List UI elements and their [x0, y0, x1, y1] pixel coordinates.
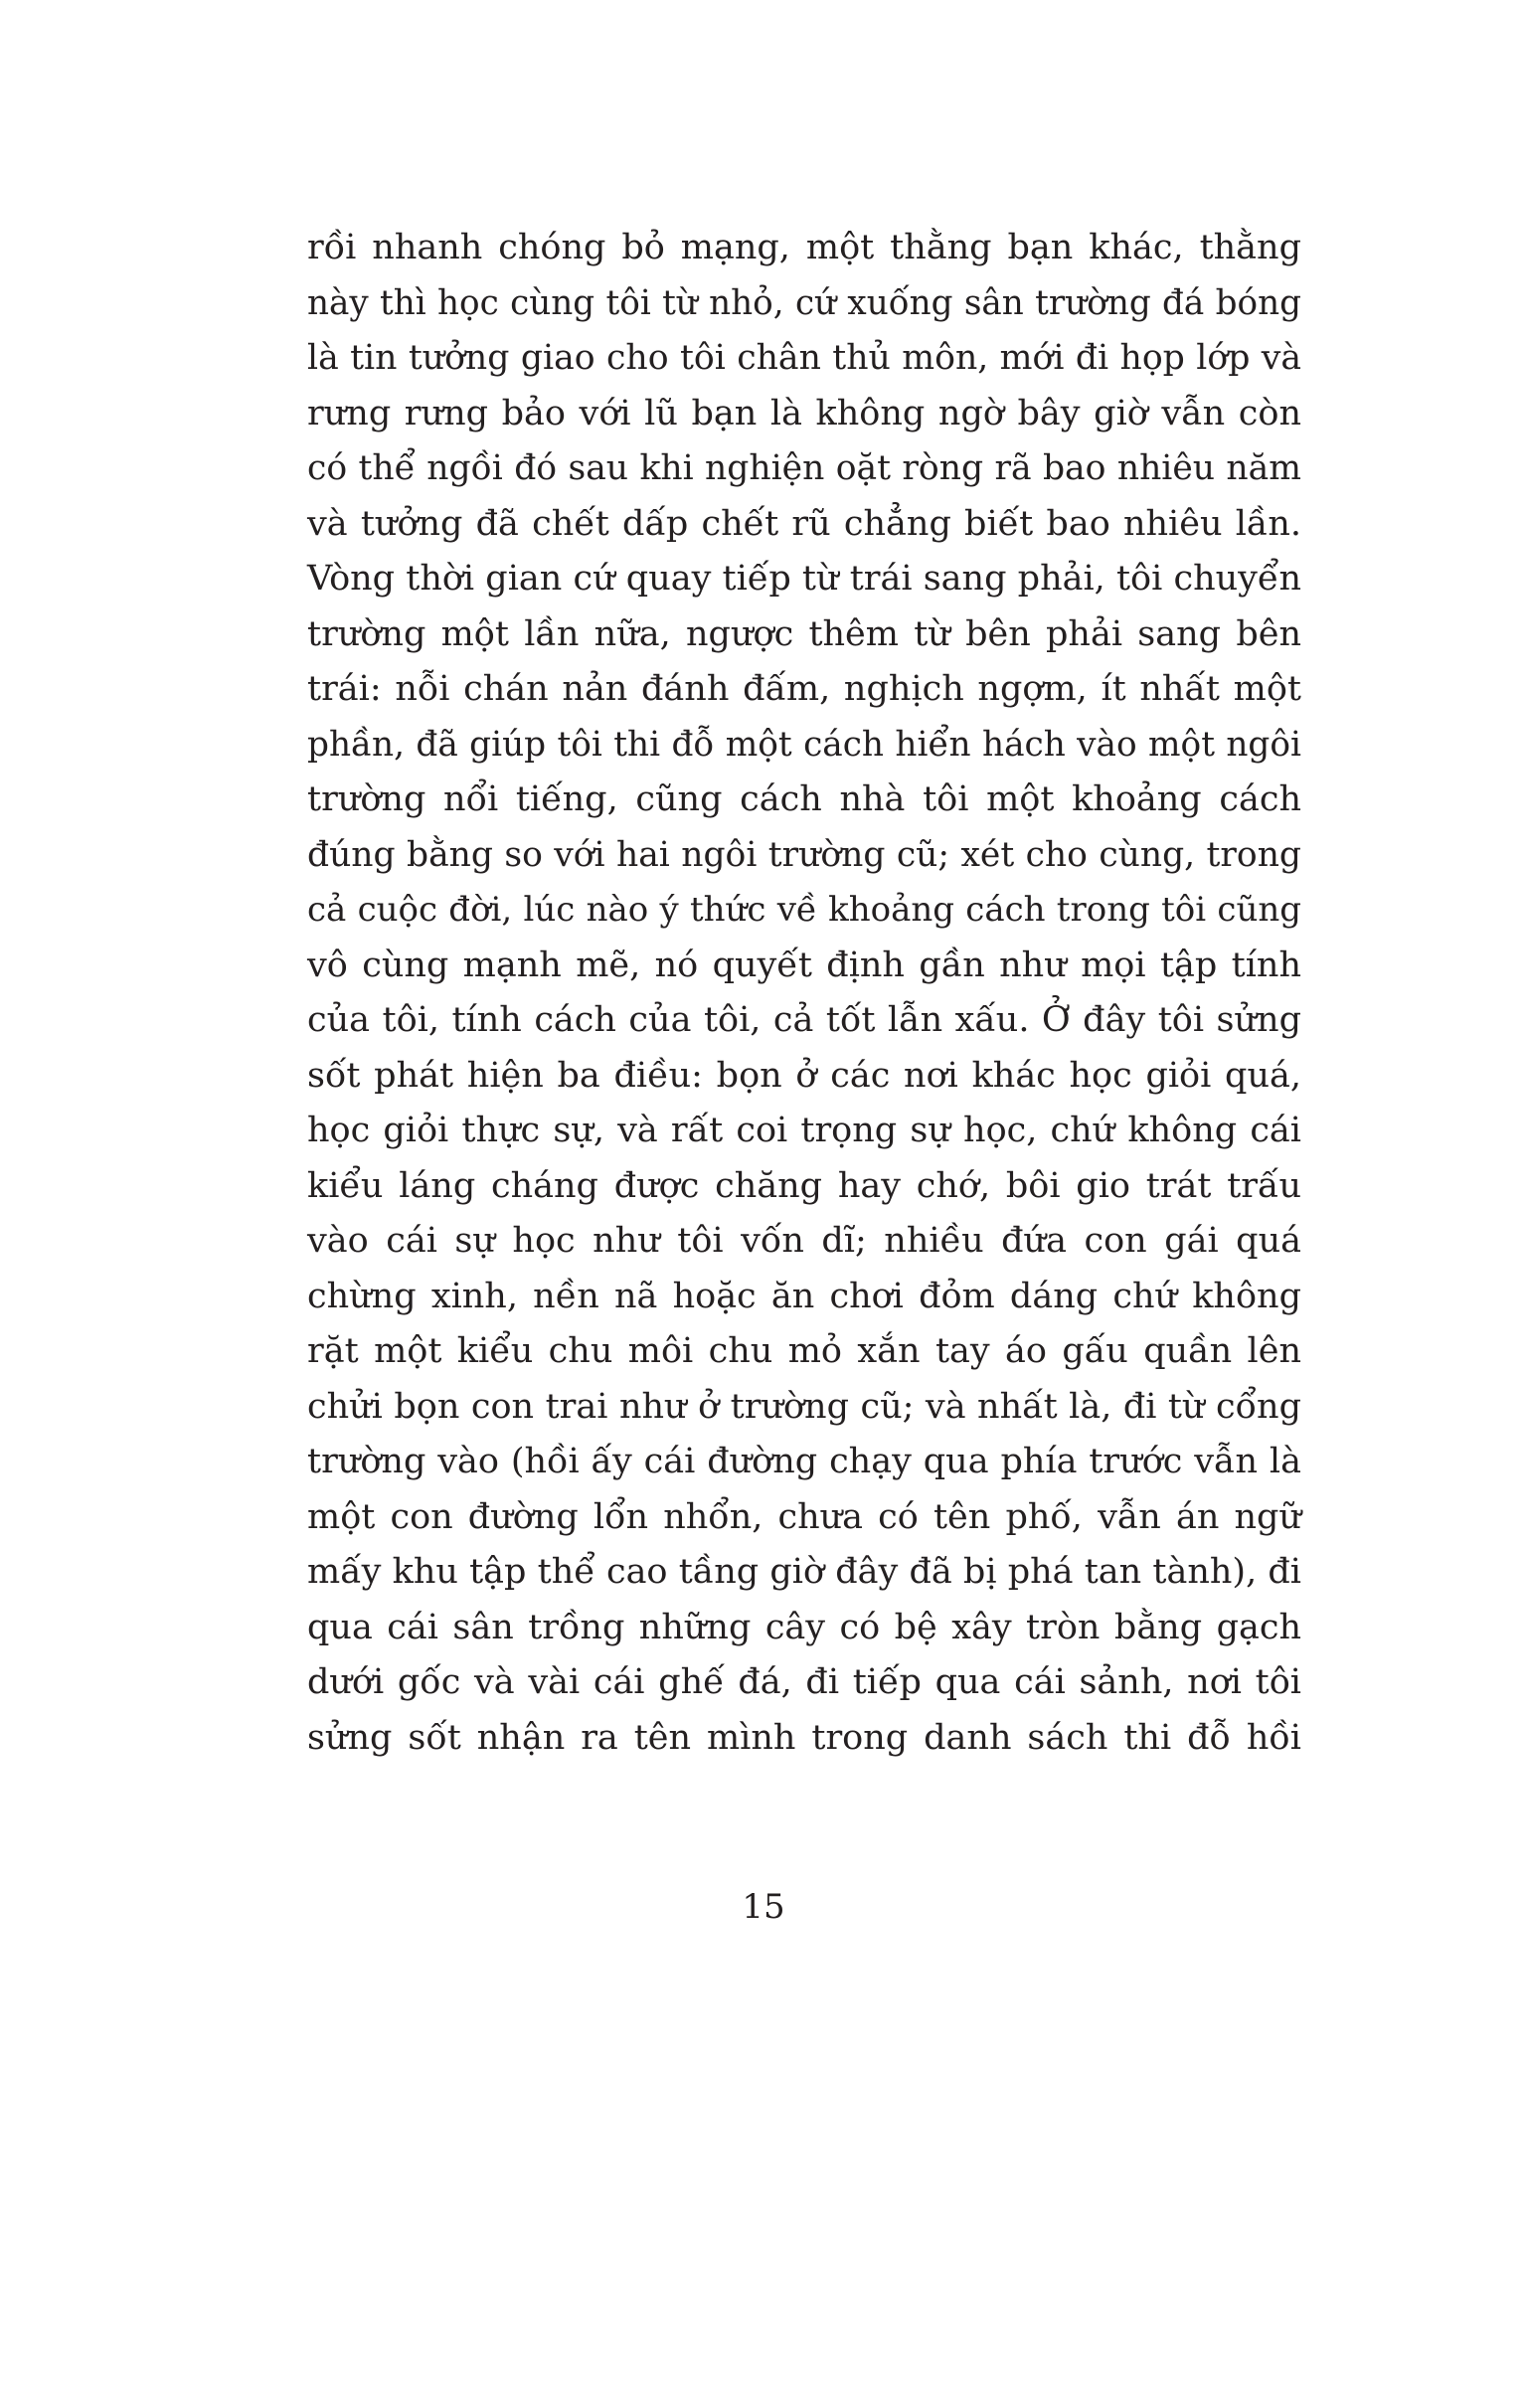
text-line: học giỏi thực sự, và rất coi trọng sự học, chứ không cái	[307, 1111, 1301, 1150]
page-number: 15	[742, 1887, 785, 1927]
text-line: vào cái sự học như tôi vốn dĩ; nhiều đứa con gái quá	[307, 1221, 1301, 1261]
text-line: chừng xinh, nền nã hoặc ăn chơi đỏm dáng chứ không	[307, 1276, 1301, 1316]
text-line: sốt phát hiện ba điều: bọn ở các nơi khác học giỏi quá,	[307, 1055, 1301, 1096]
text-line: rưng rưng bảo với lũ bạn là không ngờ bây giờ vẫn còn	[307, 393, 1301, 433]
text-line: trường vào (hồi ấy cái đường chạy qua phía trước vẫn là	[307, 1442, 1301, 1481]
text-line: này thì học cùng tôi từ nhỏ, cứ xuống sân trường đá bóng	[307, 282, 1301, 323]
text-line: là tin tưởng giao cho tôi chân thủ môn, mới đi họp lớp và	[307, 338, 1301, 378]
text-line: kiểu láng cháng được chăng hay chớ, bôi gio trát trấu	[307, 1165, 1301, 1206]
text-line: mấy khu tập thể cao tầng giờ đây đã bị phá tan tành), đi	[307, 1552, 1301, 1592]
text-line: rồi nhanh chóng bỏ mạng, một thằng bạn khác, thằng	[307, 228, 1301, 267]
text-line: một con đường lổn nhổn, chưa có tên phố, vẫn án ngữ	[307, 1496, 1301, 1537]
text-line: cả cuộc đời, lúc nào ý thức về khoảng cách trong tôi cũng	[307, 890, 1301, 930]
text-line: và tưởng đã chết dấp chết rũ chẳng biết bao nhiêu lần.	[307, 503, 1301, 544]
text-line: rặt một kiểu chu môi chu mỏ xắn tay áo gấu quần lên	[307, 1331, 1301, 1371]
body-text	[307, 221, 1301, 1766]
text-line: phần, đã giúp tôi thi đỗ một cách hiển hách vào một ngôi	[307, 724, 1301, 765]
text-line: chửi bọn con trai như ở trường cũ; và nhất là, đi từ cổng	[307, 1386, 1301, 1427]
text-line: trái: nỗi chán nản đánh đấm, nghịch ngợm, ít nhất một	[307, 669, 1301, 709]
text-line: dưới gốc và vài cái ghế đá, đi tiếp qua cái sảnh, nơi tôi	[307, 1662, 1301, 1702]
text-line: vô cùng mạnh mẽ, nó quyết định gần như mọi tập tính	[307, 945, 1301, 985]
text-line: Vòng thời gian cứ quay tiếp từ trái sang phải, tôi chuyển	[307, 559, 1301, 599]
text-line: có thể ngồi đó sau khi nghiện oặt ròng rã bao nhiêu năm	[307, 448, 1301, 488]
text-line: qua cái sân trồng những cây có bệ xây tròn bằng gạch	[307, 1607, 1301, 1647]
text-line: trường nổi tiếng, cũng cách nhà tôi một khoảng cách	[307, 779, 1301, 819]
text-line: của tôi, tính cách của tôi, cả tốt lẫn xấu. Ở đây tôi sửng	[307, 1000, 1301, 1040]
text-line: đúng bằng so với hai ngôi trường cũ; xét cho cùng, trong	[307, 834, 1301, 875]
text-line: trường một lần nữa, ngược thêm từ bên phải sang bên	[307, 613, 1301, 654]
text-line: sửng sốt nhận ra tên mình trong danh sách thi đỗ hồi	[307, 1717, 1301, 1758]
